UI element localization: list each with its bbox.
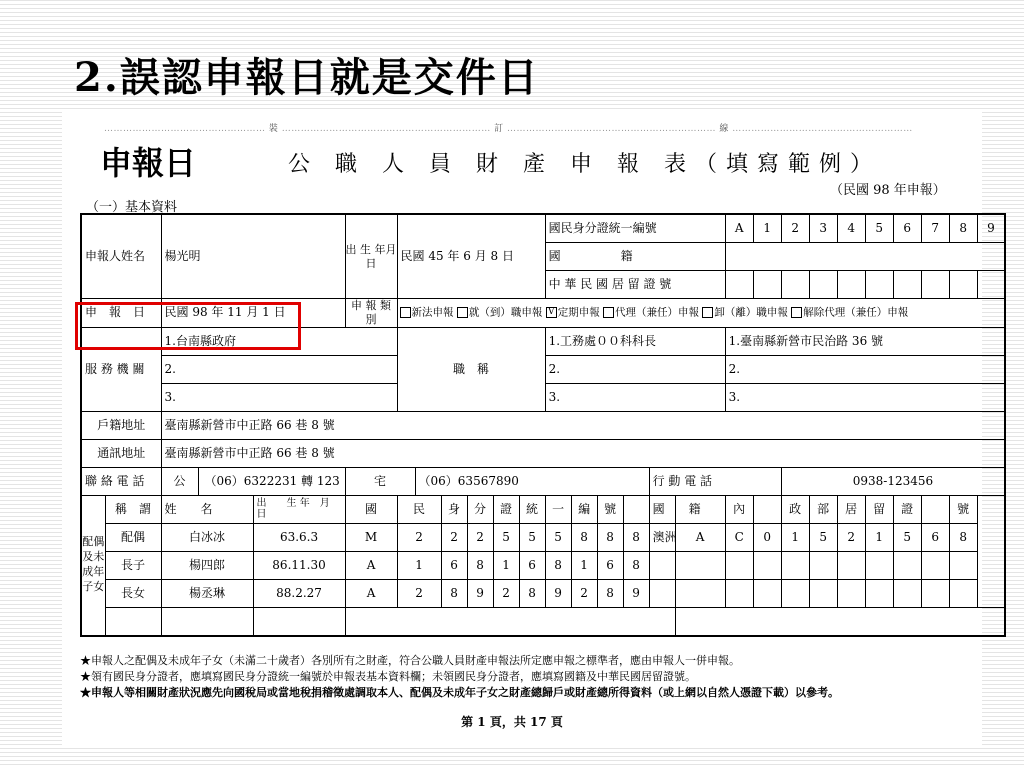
family-residence-char — [893, 579, 921, 607]
family-residence-char: 1 — [781, 523, 809, 551]
family-birth: 86.11.30 — [253, 551, 345, 579]
col-id-char: 號 — [597, 495, 623, 523]
family-id-char: 8 — [597, 579, 623, 607]
agency-value: 2. — [161, 355, 397, 383]
family-side-label: 配偶及未成年子女 — [81, 495, 105, 636]
declaration-type-options — [397, 299, 1005, 328]
family-residence-char — [809, 551, 837, 579]
family-id-char: 8 — [545, 551, 571, 579]
col-id-char: 民 — [397, 495, 441, 523]
family-id-char: 6 — [597, 551, 623, 579]
family-birth — [253, 607, 345, 636]
home-phone-label: 宅 — [345, 467, 415, 495]
mailing-label: 通訊地址 — [81, 439, 161, 467]
family-id-char: A — [345, 551, 397, 579]
col-id-char: 證 — [493, 495, 519, 523]
family-residence-char — [949, 579, 977, 607]
note-line: ★領有國民身分證者，應填寫國民身分證統一編號於申報表基本資料欄；未領國民身分證者，應填寫國籍及中華民國居留證號。 — [80, 670, 696, 683]
family-name — [161, 607, 253, 636]
family-residence-char — [725, 579, 753, 607]
id-digit: A — [725, 214, 753, 243]
col-name: 姓 名 — [161, 495, 253, 523]
type-option: 新法申報 — [411, 306, 454, 319]
year-note: （民國 98 年申報） — [830, 183, 946, 198]
family-residence-char — [675, 579, 725, 607]
binding-mark-2: 訂 — [494, 124, 504, 134]
family-id-char: 5 — [493, 523, 519, 551]
family-id-char: 8 — [519, 579, 545, 607]
family-residence-char: 6 — [921, 523, 949, 551]
agency-address-value: 2. — [725, 355, 1005, 383]
col-residence-char: 政 — [781, 495, 809, 523]
col-residence-char: 證 — [893, 495, 921, 523]
id-digit: 4 — [837, 214, 865, 243]
col-relation: 稱 謂 — [105, 495, 161, 523]
family-id-char: 8 — [597, 523, 623, 551]
family-residence-char — [865, 551, 893, 579]
form-title: 公 職 人 員 財 產 申 報 表（填寫範例） — [288, 152, 881, 177]
family-residence-char — [837, 551, 865, 579]
checkbox[interactable] — [457, 307, 468, 318]
family-id-char: 2 — [397, 523, 441, 551]
id-digit: 5 — [865, 214, 893, 243]
mailing-value: 臺南縣新營市中正路 66 巷 8 號 — [161, 439, 1005, 467]
row-phone — [81, 467, 1005, 495]
declaration-type-label: 申 報 類 別 — [345, 299, 397, 328]
col-birth: 出 生 年 月 日 — [253, 495, 345, 523]
office-phone-value: （06）6322231 轉 123 — [204, 473, 340, 488]
family-residence-char — [725, 551, 753, 579]
family-row — [81, 551, 1005, 579]
job-title-label: 職 稱 — [397, 327, 545, 411]
family-residence-char — [893, 551, 921, 579]
family-residence-char: 1 — [865, 523, 893, 551]
declaration-date-heading: 申報日 — [100, 144, 197, 182]
row-mailing-address — [81, 439, 1005, 467]
family-residence-char — [753, 579, 781, 607]
id-digit: 6 — [893, 214, 921, 243]
agency-address-value: 3. — [725, 383, 1005, 411]
family-residence-char — [837, 579, 865, 607]
col-id-char: 一 — [545, 495, 571, 523]
declaration-form-table — [80, 213, 1006, 637]
family-row — [81, 607, 1005, 636]
slide-title: 2.誤認申報日就是交件日 — [74, 54, 540, 101]
col-nationality: 國 籍 — [649, 495, 675, 523]
id-digit: 7 — [921, 214, 949, 243]
id-digit: 1 — [753, 214, 781, 243]
row-name-id — [81, 214, 1005, 243]
page-footer: 第 1 頁，共 17 頁 — [461, 715, 563, 729]
id-digit: 9 — [977, 214, 1005, 243]
note-line: ★申報人之配偶及未成年子女（未滿二十歲者）各別所有之財產，符合公職人員財產申報法所定應申報之標準者，應由申報人一併申報。 — [80, 654, 740, 667]
residence-label: 中 華 民 國 居 留 證 號 — [545, 271, 725, 299]
family-id-char: 5 — [545, 523, 571, 551]
family-residence-char: 2 — [837, 523, 865, 551]
family-id-char: 8 — [571, 523, 597, 551]
col-id-char: 國 — [345, 495, 397, 523]
family-id-char: M — [345, 523, 397, 551]
nationality-label: 國 籍 — [545, 243, 725, 271]
family-header-row — [81, 495, 1005, 523]
id-label: 國民身分證統一編號 — [545, 214, 725, 243]
col-id-char: 統 — [519, 495, 545, 523]
family-relation — [105, 607, 161, 636]
family-id-char: 9 — [545, 579, 571, 607]
phone-label: 聯 絡 電 話 — [81, 467, 161, 495]
family-nationality — [649, 579, 675, 607]
type-option: 定期申報 — [557, 306, 600, 319]
family-residence-char — [865, 579, 893, 607]
checkbox[interactable] — [400, 307, 411, 318]
family-id-char: 2 — [571, 579, 597, 607]
checkbox[interactable] — [791, 307, 802, 318]
type-option: 卸（離）職申報 — [714, 306, 788, 319]
family-residence-char — [675, 551, 725, 579]
birth-value: 民國 45 年 6 月 8 日 — [397, 214, 545, 299]
family-residence-char: 5 — [893, 523, 921, 551]
home-phone-value: （06）63567890 — [415, 467, 649, 495]
type-option: 解除代理（兼任）申報 — [803, 306, 909, 319]
household-value: 臺南縣新營市中正路 66 巷 8 號 — [161, 411, 1005, 439]
family-id-char: 2 — [493, 579, 519, 607]
family-relation: 配偶 — [105, 523, 161, 551]
family-id-char: 2 — [467, 523, 493, 551]
binding-mark-1: 裝 — [268, 124, 279, 134]
family-id-char: 8 — [467, 551, 493, 579]
name-value: 楊光明 — [161, 214, 345, 299]
family-name: 楊四郎 — [161, 551, 253, 579]
row-household-address — [81, 411, 1005, 439]
family-residence-char — [781, 551, 809, 579]
family-birth: 63.6.3 — [253, 523, 345, 551]
family-relation: 長女 — [105, 579, 161, 607]
family-id-char: 1 — [571, 551, 597, 579]
mobile-phone-value: 0938-123456 — [781, 467, 1005, 495]
declaration-date-label: 申 報 日 — [81, 299, 161, 328]
family-residence-char — [781, 579, 809, 607]
col-residence-char: 居 — [837, 495, 865, 523]
family-residence-char: A — [675, 523, 725, 551]
family-residence-char: C — [725, 523, 753, 551]
family-id-char: 2 — [397, 579, 441, 607]
family-row — [81, 579, 1005, 607]
family-id-char: 8 — [623, 551, 649, 579]
checkbox[interactable] — [603, 307, 614, 318]
family-id-char: 9 — [467, 579, 493, 607]
col-residence-char: 內 — [725, 495, 753, 523]
col-id-char: 分 — [467, 495, 493, 523]
checkbox[interactable] — [702, 307, 713, 318]
declaration-date-value: 民國 98 年 11 月 1 日 — [161, 299, 345, 328]
id-digit: 8 — [949, 214, 977, 243]
nationality-value — [725, 243, 1005, 271]
family-id-char: 1 — [493, 551, 519, 579]
family-relation: 長子 — [105, 551, 161, 579]
col-id-char: 身 — [441, 495, 467, 523]
agency-value: 3. — [161, 383, 397, 411]
id-digit: 3 — [809, 214, 837, 243]
family-row — [81, 523, 1005, 551]
type-option: 就（到）職申報 — [468, 306, 543, 319]
section-label: （一）基本資料 — [86, 200, 178, 215]
family-id-char: 1 — [397, 551, 441, 579]
family-residence-char: 0 — [753, 523, 781, 551]
family-id-char: 8 — [441, 579, 467, 607]
family-nationality — [649, 551, 675, 579]
family-residence-char — [949, 551, 977, 579]
family-residence-char: 5 — [809, 523, 837, 551]
agency-address-value: 1.臺南縣新營市民治路 36 號 — [725, 327, 1005, 355]
job-title-value: 3. — [545, 383, 725, 411]
birth-label: 出 生 年月日 — [345, 214, 397, 299]
col-residence-char: 留 — [865, 495, 893, 523]
type-option: 代理（兼任）申報 — [615, 306, 700, 319]
family-birth: 88.2.27 — [253, 579, 345, 607]
household-label: 戶籍地址 — [81, 411, 161, 439]
name-label: 申報人姓名 — [81, 214, 161, 299]
binding-mark-3: 線 — [719, 124, 729, 134]
agency-value: 1.台南縣政府 — [161, 327, 397, 355]
agency-label: 服 務 機 關 — [81, 327, 161, 411]
family-id-char: 6 — [441, 551, 467, 579]
family-residence-char — [921, 551, 949, 579]
family-id-char: 2 — [441, 523, 467, 551]
col-residence-char: 部 — [809, 495, 837, 523]
form-notes — [80, 653, 839, 701]
family-residence-char — [753, 551, 781, 579]
family-id-char: 9 — [623, 579, 649, 607]
declaration-date-highlight — [75, 302, 301, 350]
id-digit: 2 — [781, 214, 809, 243]
family-name: 楊丞琳 — [161, 579, 253, 607]
family-id-char: A — [345, 579, 397, 607]
col-residence-char: 號 — [949, 495, 977, 523]
family-residence-char — [809, 579, 837, 607]
family-name: 白冰冰 — [161, 523, 253, 551]
family-id-char: 5 — [519, 523, 545, 551]
binding-line: …………………………………………… 裝 ………………………………………………………… 訂 ………………………………………………………… 線 ………………………………………………… — [104, 124, 913, 134]
checkbox-checked[interactable]: V — [546, 307, 557, 318]
office-phone-label: 公 — [162, 468, 199, 495]
note-line: ★申報人等相關財產狀況應先向國稅局或當地稅捐稽徵處調取本人、配偶及未成年子女之財產總歸戶或財產總所得資料（或上網以自然人憑證下載）以參考。 — [80, 686, 839, 699]
family-id-char: 6 — [519, 551, 545, 579]
family-residence-char — [921, 579, 949, 607]
job-title-value: 1.工務處００科科長 — [545, 327, 725, 355]
job-title-value: 2. — [545, 355, 725, 383]
family-residence-char: 8 — [949, 523, 977, 551]
family-id-char: 8 — [623, 523, 649, 551]
family-nationality: 澳洲 — [649, 523, 675, 551]
mobile-phone-label: 行 動 電 話 — [649, 467, 781, 495]
col-id-char: 編 — [571, 495, 597, 523]
